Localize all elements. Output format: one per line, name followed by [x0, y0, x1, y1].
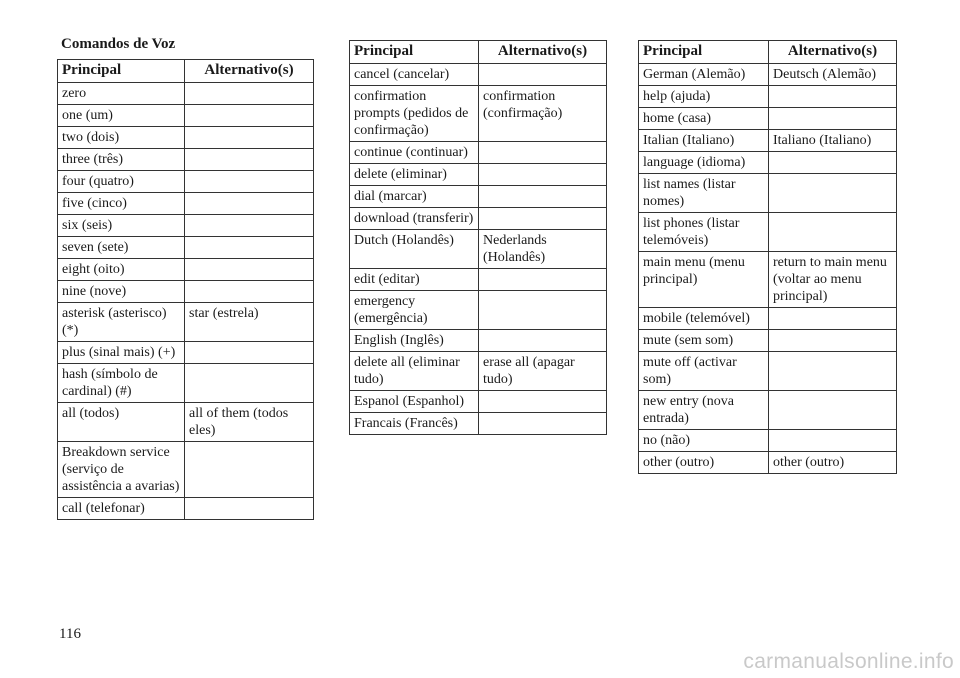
primary-command-cell: confirmation prompts (pedidos de confirmação) — [350, 86, 479, 142]
table-row — [350, 86, 607, 142]
alternative-command-cell — [769, 308, 897, 330]
alternative-command-cell: star (estrela) — [185, 303, 314, 342]
alternative-command-cell — [185, 193, 314, 215]
alternative-command-cell — [185, 105, 314, 127]
alternative-command-cell: Deutsch (Alemão) — [769, 64, 897, 86]
header-alternative: Alternativo(s) — [769, 41, 897, 64]
primary-command-cell: German (Alemão) — [639, 64, 769, 86]
alternative-command-cell — [185, 171, 314, 193]
table-row — [350, 269, 607, 291]
table-row — [639, 152, 897, 174]
primary-command-cell: continue (continuar) — [350, 142, 479, 164]
table-header-row — [639, 41, 897, 64]
primary-command-cell: cancel (cancelar) — [350, 64, 479, 86]
table-row — [639, 130, 897, 152]
header-alternative: Alternativo(s) — [185, 60, 314, 83]
alternative-command-cell — [769, 152, 897, 174]
voice-commands-table-1 — [57, 59, 314, 520]
alternative-command-cell — [769, 174, 897, 213]
primary-command-cell: eight (oito) — [58, 259, 185, 281]
table-row — [639, 352, 897, 391]
alternative-command-cell — [185, 259, 314, 281]
alternative-command-cell: all of them (todos eles) — [185, 403, 314, 442]
alternative-command-cell: Nederlands (Holandês) — [479, 230, 607, 269]
table-row — [58, 498, 314, 520]
table-row — [58, 442, 314, 498]
primary-command-cell: edit (editar) — [350, 269, 479, 291]
alternative-command-cell — [479, 142, 607, 164]
alternative-command-cell — [479, 330, 607, 352]
table-row — [58, 83, 314, 105]
table-row — [639, 430, 897, 452]
alternative-command-cell: confirmation (confirmação) — [479, 86, 607, 142]
alternative-command-cell — [479, 413, 607, 435]
primary-command-cell: Dutch (Holandês) — [350, 230, 479, 269]
primary-command-cell: Breakdown service (serviço de assistência a avarias) — [58, 442, 185, 498]
primary-command-cell: other (outro) — [639, 452, 769, 474]
primary-command-cell: seven (sete) — [58, 237, 185, 259]
alternative-command-cell — [185, 237, 314, 259]
table-row — [639, 308, 897, 330]
alternative-command-cell — [185, 149, 314, 171]
table-row — [58, 105, 314, 127]
voice-commands-table-3 — [638, 40, 897, 474]
table-row — [350, 413, 607, 435]
table-row — [350, 352, 607, 391]
table-row — [350, 186, 607, 208]
primary-command-cell: English (Inglês) — [350, 330, 479, 352]
table-row — [639, 64, 897, 86]
table-row — [639, 213, 897, 252]
table-row — [58, 403, 314, 442]
primary-command-cell: hash (símbolo de cardinal) (#) — [58, 364, 185, 403]
table-row — [350, 164, 607, 186]
table-row — [639, 391, 897, 430]
table-row — [58, 215, 314, 237]
table-row — [639, 108, 897, 130]
alternative-command-cell — [479, 269, 607, 291]
alternative-command-cell — [185, 127, 314, 149]
alternative-command-cell — [185, 442, 314, 498]
page-number: 116 — [59, 626, 81, 642]
alternative-command-cell — [185, 215, 314, 237]
table-row — [58, 193, 314, 215]
alternative-command-cell — [769, 86, 897, 108]
alternative-command-cell — [185, 498, 314, 520]
primary-command-cell: no (não) — [639, 430, 769, 452]
header-primary: Principal — [350, 41, 479, 64]
alternative-command-cell: erase all (apagar tudo) — [479, 352, 607, 391]
alternative-command-cell — [769, 330, 897, 352]
primary-command-cell: two (dois) — [58, 127, 185, 149]
header-primary: Principal — [639, 41, 769, 64]
table-row — [58, 342, 314, 364]
primary-command-cell: list names (listar nomes) — [639, 174, 769, 213]
primary-command-cell: language (idioma) — [639, 152, 769, 174]
primary-command-cell: all (todos) — [58, 403, 185, 442]
alternative-command-cell — [185, 83, 314, 105]
table-row — [58, 171, 314, 193]
primary-command-cell: mute off (activar som) — [639, 352, 769, 391]
table-row — [58, 259, 314, 281]
alternative-command-cell: Italiano (Italiano) — [769, 130, 897, 152]
section-title: Comandos de Voz — [61, 36, 176, 52]
table-row — [350, 208, 607, 230]
primary-command-cell: plus (sinal mais) (+) — [58, 342, 185, 364]
primary-command-cell: six (seis) — [58, 215, 185, 237]
table-row — [639, 452, 897, 474]
alternative-command-cell — [479, 64, 607, 86]
table-row — [350, 291, 607, 330]
table-row — [639, 86, 897, 108]
table-row — [639, 330, 897, 352]
primary-command-cell: main menu (menu principal) — [639, 252, 769, 308]
alternative-command-cell — [479, 186, 607, 208]
primary-command-cell: help (ajuda) — [639, 86, 769, 108]
table-row — [639, 252, 897, 308]
primary-command-cell: delete (eliminar) — [350, 164, 479, 186]
primary-command-cell: one (um) — [58, 105, 185, 127]
primary-command-cell: asterisk (asterisco) (*) — [58, 303, 185, 342]
primary-command-cell: list phones (listar telemóveis) — [639, 213, 769, 252]
alternative-command-cell: return to main menu (voltar ao menu principal) — [769, 252, 897, 308]
alternative-command-cell — [769, 430, 897, 452]
header-primary: Principal — [58, 60, 185, 83]
alternative-command-cell: other (outro) — [769, 452, 897, 474]
primary-command-cell: Italian (Italiano) — [639, 130, 769, 152]
alternative-command-cell — [185, 281, 314, 303]
primary-command-cell: dial (marcar) — [350, 186, 479, 208]
primary-command-cell: Espanol (Espanhol) — [350, 391, 479, 413]
primary-command-cell: four (quatro) — [58, 171, 185, 193]
alternative-command-cell — [769, 213, 897, 252]
primary-command-cell: home (casa) — [639, 108, 769, 130]
primary-command-cell: three (três) — [58, 149, 185, 171]
alternative-command-cell — [769, 108, 897, 130]
primary-command-cell: Francais (Francês) — [350, 413, 479, 435]
table-row — [58, 364, 314, 403]
watermark: carmanualsonline.info — [743, 650, 954, 673]
table-row — [58, 149, 314, 171]
alternative-command-cell — [769, 352, 897, 391]
primary-command-cell: new entry (nova entrada) — [639, 391, 769, 430]
alternative-command-cell — [769, 391, 897, 430]
primary-command-cell: five (cinco) — [58, 193, 185, 215]
table-row — [58, 127, 314, 149]
alternative-command-cell — [479, 291, 607, 330]
table-header-row — [58, 60, 314, 83]
primary-command-cell: call (telefonar) — [58, 498, 185, 520]
table-row — [58, 237, 314, 259]
table-header-row — [350, 41, 607, 64]
alternative-command-cell — [185, 342, 314, 364]
table-row — [58, 281, 314, 303]
primary-command-cell: nine (nove) — [58, 281, 185, 303]
header-alternative: Alternativo(s) — [479, 41, 607, 64]
voice-commands-table-2 — [349, 40, 607, 435]
table-row — [350, 142, 607, 164]
table-row — [639, 174, 897, 213]
alternative-command-cell — [479, 391, 607, 413]
primary-command-cell: mute (sem som) — [639, 330, 769, 352]
alternative-command-cell — [185, 364, 314, 403]
table-row — [350, 64, 607, 86]
primary-command-cell: download (transferir) — [350, 208, 479, 230]
table-row — [350, 230, 607, 269]
primary-command-cell: mobile (telemóvel) — [639, 308, 769, 330]
primary-command-cell: emergency (emergência) — [350, 291, 479, 330]
primary-command-cell: zero — [58, 83, 185, 105]
table-row — [350, 330, 607, 352]
alternative-command-cell — [479, 208, 607, 230]
alternative-command-cell — [479, 164, 607, 186]
table-row — [58, 303, 314, 342]
primary-command-cell: delete all (eliminar tudo) — [350, 352, 479, 391]
table-row — [350, 391, 607, 413]
